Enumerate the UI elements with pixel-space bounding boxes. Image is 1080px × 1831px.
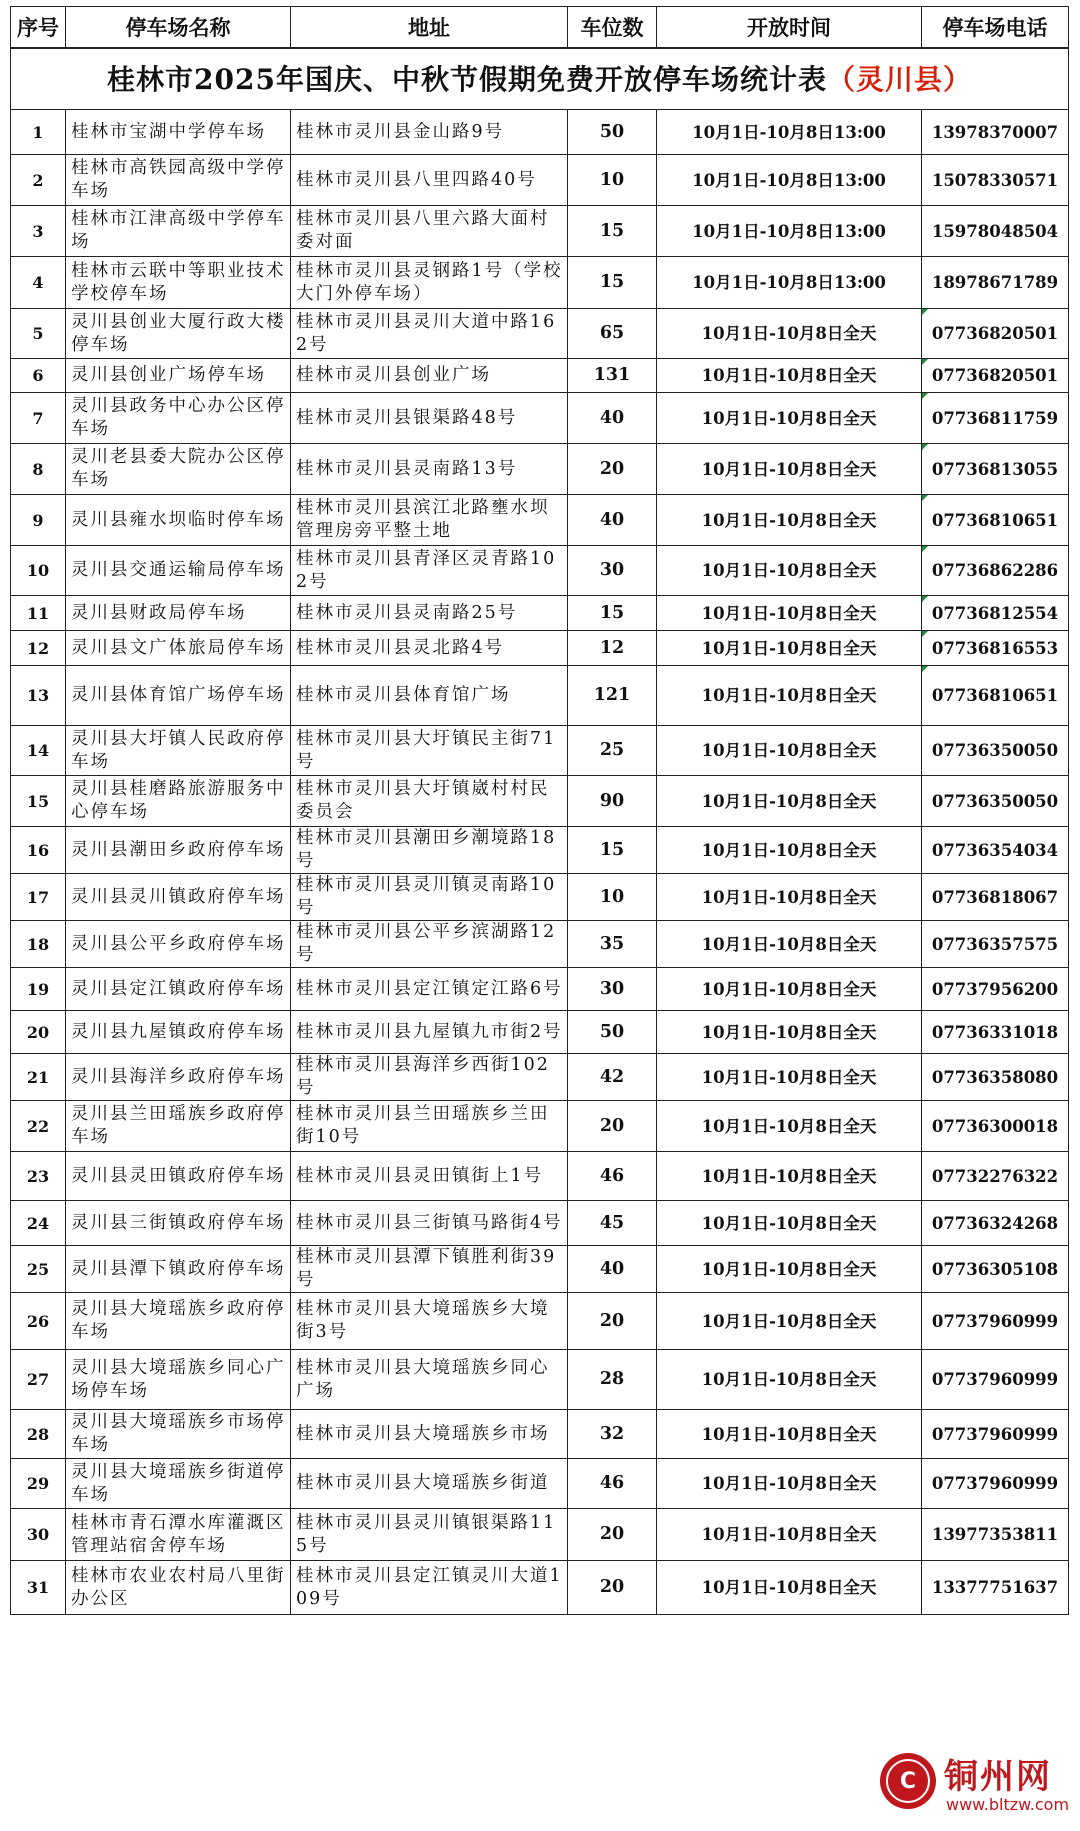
row-number: 5 [11,309,66,359]
parking-name: 灵川县公平乡政府停车场 [66,921,291,968]
opening-time: 10月1日-10月8日全天 [657,631,922,666]
row-number: 6 [11,359,66,393]
parking-phone [922,546,1069,596]
parking-address: 桂林市灵川县八里六路大面村委对面 [291,206,568,257]
parking-spaces: 25 [568,726,657,776]
title-accent: （灵川县） [826,62,972,96]
table-row [11,874,1069,921]
row-number: 24 [11,1201,66,1246]
row-number: 16 [11,827,66,874]
opening-time: 10月1日-10月8日全天 [657,1101,922,1152]
row-number: 20 [11,1011,66,1054]
parking-spaces: 131 [568,359,657,393]
opening-time: 10月1日-10月8日全天 [657,596,922,631]
opening-time: 10月1日-10月8日全天 [657,874,922,921]
parking-name: 灵川县财政局停车场 [66,596,291,631]
parking-spaces: 20 [568,1101,657,1152]
parking-address: 桂林市灵川县三街镇马路街4号 [291,1201,568,1246]
row-number: 9 [11,495,66,546]
table-title-section [11,48,1069,110]
parking-spaces: 15 [568,827,657,874]
opening-time: 10月1日-10月8日13:00 [657,110,922,155]
opening-time: 10月1日-10月8日全天 [657,827,922,874]
row-number: 21 [11,1054,66,1101]
table-row [11,631,1069,666]
parking-address: 桂林市灵川县体育馆广场 [291,666,568,726]
row-number: 10 [11,546,66,596]
cell-comment-marker [922,546,928,552]
opening-time: 10月1日-10月8日全天 [657,1410,922,1459]
parking-address: 桂林市灵川县公平乡滨湖路12号 [291,921,568,968]
table-row [11,206,1069,257]
table-row [11,596,1069,631]
cell-comment-marker [922,309,928,315]
table-row [11,1350,1069,1410]
parking-spaces: 20 [568,1509,657,1561]
row-number: 3 [11,206,66,257]
table-row [11,1561,1069,1615]
parking-address: 桂林市灵川县创业广场 [291,359,568,393]
parking-phone-text: 07736810651 [931,510,1059,530]
row-number: 7 [11,393,66,444]
parking-name: 灵川县大境瑶族乡街道停车场 [66,1459,291,1509]
parking-spaces: 28 [568,1350,657,1410]
parking-phone-text: 07736812554 [931,603,1059,623]
parking-spaces: 65 [568,309,657,359]
parking-spaces: 40 [568,393,657,444]
header-row [11,7,1069,49]
parking-phone: 07737956200 [922,968,1069,1011]
row-number: 28 [11,1410,66,1459]
parking-phone [922,596,1069,631]
site-watermark [876,1745,1070,1823]
parking-phone: 07736818067 [922,874,1069,921]
parking-name: 灵川县文广体旅局停车场 [66,631,291,666]
table-row [11,968,1069,1011]
table-row [11,1246,1069,1293]
parking-spaces: 42 [568,1054,657,1101]
parking-spaces: 32 [568,1410,657,1459]
parking-address: 桂林市灵川县八里四路40号 [291,155,568,206]
row-number: 31 [11,1561,66,1615]
parking-name: 桂林市江津高级中学停车场 [66,206,291,257]
parking-phone: 07736358080 [922,1054,1069,1101]
table-row [11,921,1069,968]
table-row [11,666,1069,726]
opening-time: 10月1日-10月8日全天 [657,666,922,726]
parking-name: 桂林市高铁园高级中学停车场 [66,155,291,206]
table-row [11,726,1069,776]
row-number: 2 [11,155,66,206]
row-number: 19 [11,968,66,1011]
parking-name: 桂林市青石潭水库灌溉区管理站宿舍停车场 [66,1509,291,1561]
table-row [11,155,1069,206]
parking-spaces: 10 [568,874,657,921]
row-number: 27 [11,1350,66,1410]
table-row [11,309,1069,359]
row-number: 12 [11,631,66,666]
parking-spaces: 20 [568,444,657,495]
parking-name: 灵川县潮田乡政府停车场 [66,827,291,874]
parking-address: 桂林市灵川县滨江北路壅水坝管理房旁平整土地 [291,495,568,546]
parking-phone: 07737960999 [922,1350,1069,1410]
parking-name: 灵川县灵川镇政府停车场 [66,874,291,921]
parking-spaces: 15 [568,596,657,631]
table-row [11,827,1069,874]
parking-name: 灵川县交通运输局停车场 [66,546,291,596]
parking-address: 桂林市灵川县灵钢路1号（学校大门外停车场） [291,257,568,309]
parking-spaces: 90 [568,776,657,827]
table-row [11,110,1069,155]
row-number: 26 [11,1293,66,1350]
opening-time: 10月1日-10月8日全天 [657,1011,922,1054]
parking-address: 桂林市灵川县海洋乡西街102号 [291,1054,568,1101]
parking-address: 桂林市灵川县大境瑶族乡市场 [291,1410,568,1459]
parking-phone: 07736354034 [922,827,1069,874]
parking-address: 桂林市灵川县九屋镇九市街2号 [291,1011,568,1054]
cell-comment-marker [922,631,928,637]
parking-name: 灵川县三街镇政府停车场 [66,1201,291,1246]
parking-phone [922,359,1069,393]
table-row [11,495,1069,546]
parking-name: 灵川县定江镇政府停车场 [66,968,291,1011]
parking-address: 桂林市灵川县灵南路25号 [291,596,568,631]
title-main: 桂林市2025年国庆、中秋节假期免费开放停车场统计表 [107,62,827,96]
column-header-name: 停车场名称 [66,7,291,49]
parking-phone: 07732276322 [922,1152,1069,1201]
parking-address: 桂林市灵川县灵川大道中路162号 [291,309,568,359]
parking-phone: 07736357575 [922,921,1069,968]
column-header-spaces: 车位数 [568,7,657,49]
parking-name: 灵川县雍水坝临时停车场 [66,495,291,546]
parking-name: 灵川县兰田瑶族乡政府停车场 [66,1101,291,1152]
parking-phone-text: 07736813055 [931,459,1059,479]
table-row [11,444,1069,495]
row-number: 18 [11,921,66,968]
parking-address: 桂林市灵川县大境瑶族乡大境街3号 [291,1293,568,1350]
parking-address: 桂林市灵川县兰田瑶族乡兰田街10号 [291,1101,568,1152]
row-number: 22 [11,1101,66,1152]
row-number: 4 [11,257,66,309]
parking-phone: 15978048504 [922,206,1069,257]
column-header-no: 序号 [11,7,66,49]
parking-phone: 13977353811 [922,1509,1069,1561]
parking-name: 灵川县大境瑶族乡同心广场停车场 [66,1350,291,1410]
parking-name: 灵川老县委大院办公区停车场 [66,444,291,495]
parking-phone-text: 07736810651 [931,686,1059,705]
row-number: 25 [11,1246,66,1293]
parking-spaces: 20 [568,1293,657,1350]
parking-name: 灵川县政务中心办公区停车场 [66,393,291,444]
parking-spaces: 121 [568,666,657,726]
row-number: 15 [11,776,66,827]
parking-spaces: 20 [568,1561,657,1615]
parking-name: 灵川县九屋镇政府停车场 [66,1011,291,1054]
title-row [11,48,1069,110]
opening-time: 10月1日-10月8日全天 [657,726,922,776]
parking-address: 桂林市灵川县金山路9号 [291,110,568,155]
parking-phone: 07736324268 [922,1201,1069,1246]
row-number: 1 [11,110,66,155]
parking-phone [922,495,1069,546]
parking-name: 灵川县大圩镇人民政府停车场 [66,726,291,776]
parking-spaces: 30 [568,546,657,596]
parking-address: 桂林市灵川县大圩镇民主街71号 [291,726,568,776]
row-number: 17 [11,874,66,921]
parking-spaces: 12 [568,631,657,666]
table-row [11,1459,1069,1509]
parking-spaces: 40 [568,495,657,546]
parking-name: 灵川县桂磨路旅游服务中心停车场 [66,776,291,827]
parking-address: 桂林市灵川县定江镇定江路6号 [291,968,568,1011]
opening-time: 10月1日-10月8日全天 [657,495,922,546]
parking-address: 桂林市灵川县灵南路13号 [291,444,568,495]
opening-time: 10月1日-10月8日全天 [657,1459,922,1509]
opening-time: 10月1日-10月8日全天 [657,1350,922,1410]
row-number: 30 [11,1509,66,1561]
column-header-phone: 停车场电话 [922,7,1069,49]
parking-spaces: 50 [568,110,657,155]
table-row [11,257,1069,309]
table-body [11,110,1069,1615]
site-url: www.bltzw.com [946,1795,1070,1814]
parking-address: 桂林市灵川县灵川镇灵南路10号 [291,874,568,921]
parking-phone [922,666,1069,726]
opening-time: 10月1日-10月8日13:00 [657,206,922,257]
parking-phone: 13978370007 [922,110,1069,155]
parking-name: 灵川县创业广场停车场 [66,359,291,393]
parking-address: 桂林市灵川县灵川镇银渠路115号 [291,1509,568,1561]
table-row [11,1152,1069,1201]
parking-address: 桂林市灵川县潭下镇胜利街39号 [291,1246,568,1293]
parking-spaces: 35 [568,921,657,968]
cell-comment-marker [922,596,928,602]
opening-time: 10月1日-10月8日全天 [657,546,922,596]
parking-address: 桂林市灵川县银渠路48号 [291,393,568,444]
table-row [11,1054,1069,1101]
parking-name: 桂林市云联中等职业技术学校停车场 [66,257,291,309]
parking-address: 桂林市灵川县灵北路4号 [291,631,568,666]
parking-address: 桂林市灵川县大境瑶族乡街道 [291,1459,568,1509]
parking-phone-text: 07736820501 [931,366,1059,385]
parking-phone: 07736331018 [922,1011,1069,1054]
opening-time: 10月1日-10月8日全天 [657,359,922,393]
parking-phone: 07736350050 [922,726,1069,776]
opening-time: 10月1日-10月8日全天 [657,1509,922,1561]
parking-phone-text: 07736816553 [931,638,1059,658]
parking-spaces: 40 [568,1246,657,1293]
opening-time: 10月1日-10月8日全天 [657,444,922,495]
parking-phone-text: 07736862286 [931,561,1059,580]
opening-time: 10月1日-10月8日全天 [657,921,922,968]
table-row [11,1201,1069,1246]
row-number: 23 [11,1152,66,1201]
parking-phone: 07737960999 [922,1410,1069,1459]
row-number: 14 [11,726,66,776]
parking-spaces: 50 [568,1011,657,1054]
row-number: 29 [11,1459,66,1509]
parking-table [10,6,1069,1615]
opening-time: 10月1日-10月8日全天 [657,1561,922,1615]
parking-name: 桂林市农业农村局八里街办公区 [66,1561,291,1615]
parking-address: 桂林市灵川县定江镇灵川大道109号 [291,1561,568,1615]
parking-address: 桂林市灵川县大境瑶族乡同心广场 [291,1350,568,1410]
table-row [11,1011,1069,1054]
opening-time: 10月1日-10月8日全天 [657,1201,922,1246]
opening-time: 10月1日-10月8日全天 [657,1293,922,1350]
parking-spaces: 45 [568,1201,657,1246]
parking-phone: 07737960999 [922,1293,1069,1350]
parking-address: 桂林市灵川县灵田镇街上1号 [291,1152,568,1201]
cell-comment-marker [922,444,928,450]
table-row [11,776,1069,827]
parking-phone [922,444,1069,495]
column-header-time: 开放时间 [657,7,922,49]
parking-phone: 07736350050 [922,776,1069,827]
site-name: 铜州网 [944,1757,1052,1797]
table-title [11,48,1069,110]
opening-time: 10月1日-10月8日全天 [657,1054,922,1101]
row-number: 13 [11,666,66,726]
table-row [11,1410,1069,1459]
parking-name: 桂林市宝湖中学停车场 [66,110,291,155]
parking-phone: 13377751637 [922,1561,1069,1615]
opening-time: 10月1日-10月8日13:00 [657,257,922,309]
parking-phone [922,393,1069,444]
opening-time: 10月1日-10月8日全天 [657,1246,922,1293]
parking-name: 灵川县创业大厦行政大楼停车场 [66,309,291,359]
table-row [11,546,1069,596]
opening-time: 10月1日-10月8日全天 [657,776,922,827]
row-number: 11 [11,596,66,631]
row-number: 8 [11,444,66,495]
parking-name: 灵川县大境瑶族乡市场停车场 [66,1410,291,1459]
parking-name: 灵川县灵田镇政府停车场 [66,1152,291,1201]
parking-address: 桂林市灵川县潮田乡潮境路18号 [291,827,568,874]
table-row [11,1509,1069,1561]
opening-time: 10月1日-10月8日全天 [657,1152,922,1201]
parking-name: 灵川县潭下镇政府停车场 [66,1246,291,1293]
parking-phone [922,631,1069,666]
parking-phone: 07736305108 [922,1246,1069,1293]
parking-address: 桂林市灵川县青泽区灵青路102号 [291,546,568,596]
opening-time: 10月1日-10月8日全天 [657,309,922,359]
table-row [11,359,1069,393]
parking-name: 灵川县海洋乡政府停车场 [66,1054,291,1101]
parking-name: 灵川县体育馆广场停车场 [66,666,291,726]
parking-phone [922,309,1069,359]
parking-name: 灵川县大境瑶族乡政府停车场 [66,1293,291,1350]
parking-table-sheet [10,6,1068,1615]
table-row [11,1101,1069,1152]
opening-time: 10月1日-10月8日全天 [657,393,922,444]
table-row [11,1293,1069,1350]
parking-spaces: 30 [568,968,657,1011]
parking-phone-text: 07736811759 [931,408,1059,428]
parking-spaces: 46 [568,1459,657,1509]
cell-comment-marker [922,359,928,365]
site-logo-icon: C [880,1753,936,1809]
cell-comment-marker [922,393,928,399]
cell-comment-marker [922,666,928,672]
parking-phone: 18978671789 [922,257,1069,309]
parking-spaces: 15 [568,257,657,309]
parking-phone-text: 07736820501 [931,324,1059,343]
parking-spaces: 10 [568,155,657,206]
table-row [11,393,1069,444]
column-header-address: 地址 [291,7,568,49]
parking-spaces: 46 [568,1152,657,1201]
table-header [11,7,1069,49]
parking-spaces: 15 [568,206,657,257]
cell-comment-marker [922,495,928,501]
parking-phone: 07737960999 [922,1459,1069,1509]
parking-phone: 07736300018 [922,1101,1069,1152]
parking-address: 桂林市灵川县大圩镇崴村村民委员会 [291,776,568,827]
opening-time: 10月1日-10月8日全天 [657,968,922,1011]
parking-phone: 15078330571 [922,155,1069,206]
opening-time: 10月1日-10月8日13:00 [657,155,922,206]
